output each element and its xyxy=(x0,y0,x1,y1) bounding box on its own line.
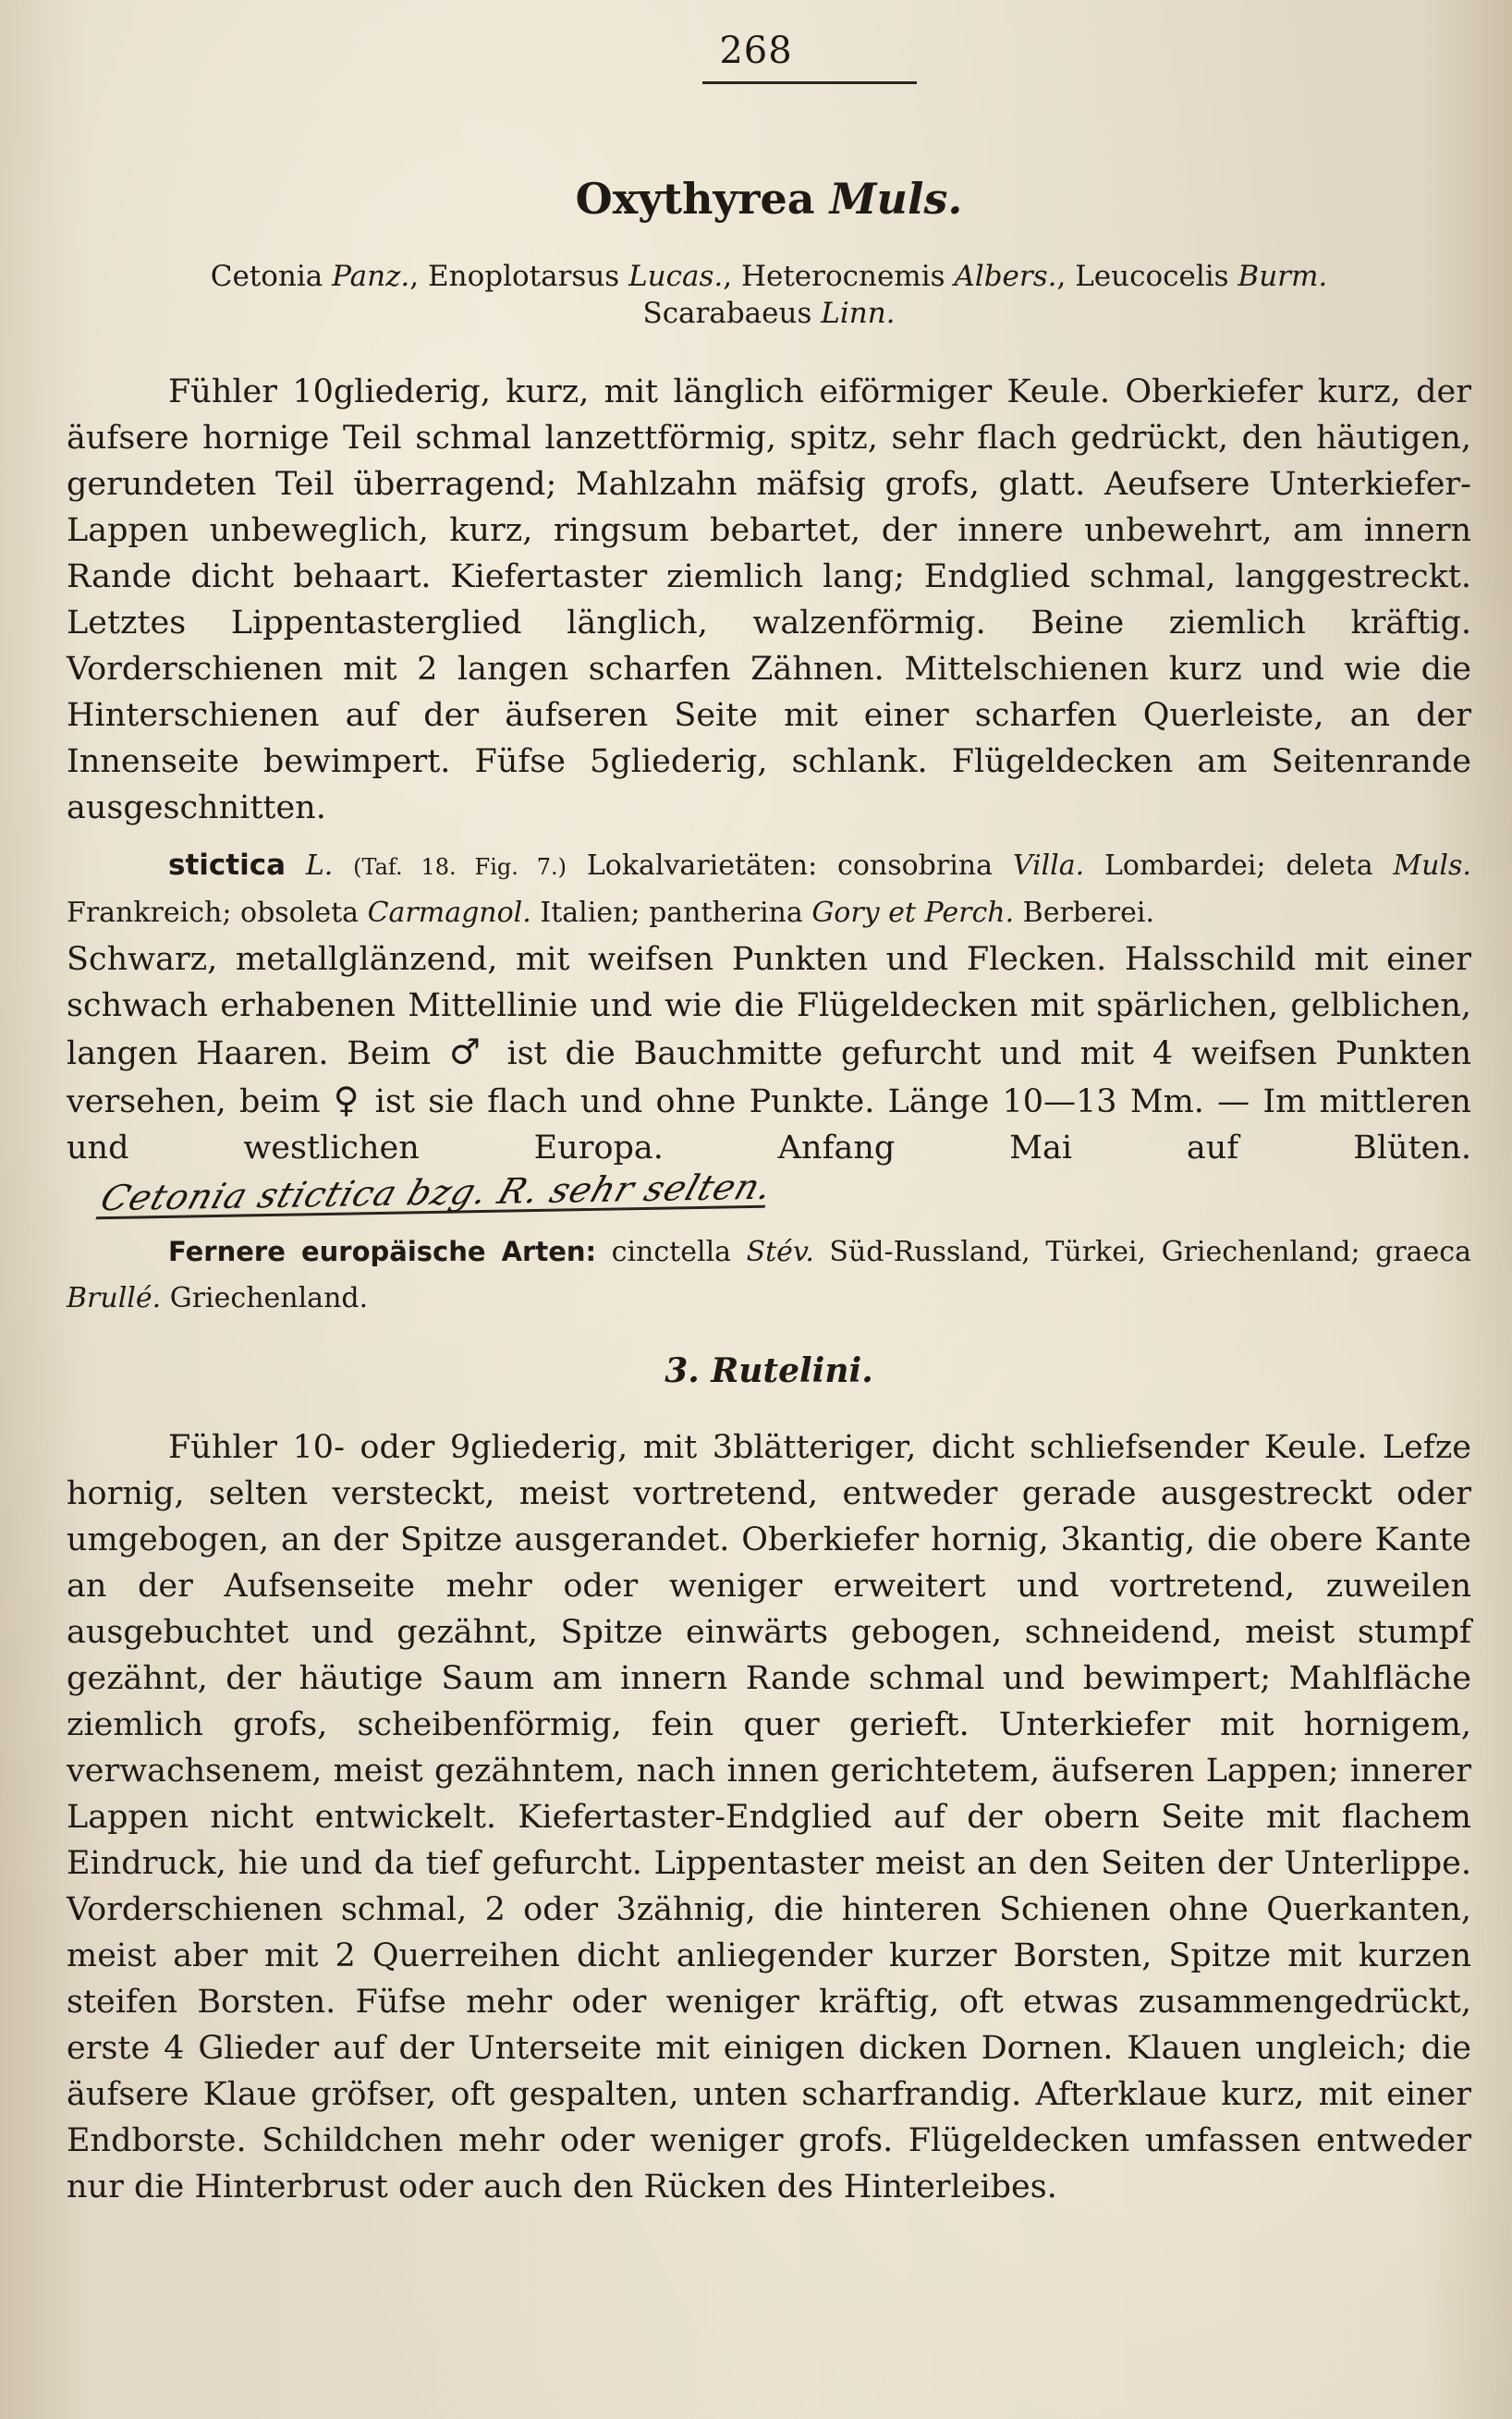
variety-name: obsoleta xyxy=(240,896,360,929)
genus-title xyxy=(67,176,1471,223)
variety-region: Lombardei; xyxy=(1104,849,1266,882)
page-number: 268 xyxy=(719,30,793,72)
further-species-regions: Griechenland. xyxy=(169,1281,369,1314)
further-species-author: Brullé. xyxy=(67,1281,162,1314)
genus-description: Fühler 10gliederig, kurz, mit länglich eiförmiger Keule. Oberkiefer kurz, der äufsere hornige Teil schmal lanzettförmig, spitz, sehr flach gedrückt, den häutigen, gerundeten Teil überragend; Mahlzahn mäfsig grofs, glatt. Aeufsere Unterkiefer-Lappen unbeweglich, kurz, ringsum bebartet, der innere unbewehrt, am innern Rande dicht behaart. Kiefertaster ziemlich lang; Endglied schmal, langgestreckt. Letztes Lippentasterglied länglich, walzenförmig. Beine ziemlich kräftig. Vorderschienen mit 2 langen scharfen Zähnen. Mittelschienen kurz und wie die Hinterschienen auf der äufseren Seite mit einer scharfen Querleiste, an der Innenseite bewimpert. Füfse 5gliederig, schlank. Flügeldecken am Seitenrande ausgeschnitten. xyxy=(67,373,1471,826)
variety-name: consobrina xyxy=(837,849,994,882)
variety-region: Berberei. xyxy=(1022,896,1154,929)
synonym-genus: Cetonia xyxy=(210,259,323,293)
species-name: stictica xyxy=(168,848,287,882)
species-author: L. xyxy=(305,849,334,882)
synonym-author: Linn. xyxy=(821,296,896,330)
text-column xyxy=(67,176,1471,2210)
species-entry xyxy=(67,842,1471,1217)
species-header xyxy=(67,842,1471,936)
further-species-author: Stév. xyxy=(746,1235,814,1268)
further-species xyxy=(67,1228,1471,1322)
variety-author: Gory et Perch. xyxy=(811,896,1015,929)
variety-author: Villa. xyxy=(1012,849,1085,882)
plate-reference: (Taf. 18. Fig. 7.) xyxy=(353,853,567,880)
female-symbol: ♀ xyxy=(333,1079,362,1120)
species-description xyxy=(67,936,1471,1217)
tribe-description: Fühler 10- oder 9gliederig, mit 3blätteriger, dicht schliefsender Keule. Lefze hornig, selten versteckt, meist vortretend, entweder gerade ausgestreckt oder umgebogen, an der Spitze ausgerandet. Oberkiefer hornig, 3kantig, die obere Kante an der Aufsenseite mehr oder weniger erweitert und vortretend, zuweilen ausgebuchtet und gezähnt, Spitze einwärts gebogen, schneidend, meist stumpf gezähnt, der häutige Saum am innern Rande schmal und bewimpert; Mahlfläche ziemlich grofs, scheibenförmig, fein quer gerieft. Unterkiefer mit hornigem, verwachsenem, meist gezähntem, nach innen gerichtetem, äufseren Lappen; innerer Lappen nicht entwickelt. Kiefertaster-Endglied auf der obern Seite mit flachem Eindruck, hie und da tief gefurcht. Lippentaster meist an den Seiten der Unterlippe. Vorderschienen schmal, 2 oder 3zähnig, die hinteren Schienen ohne Querkanten, meist aber mit 2 Querreihen dicht anliegender kurzer Borsten, Spitze mit kurzen steifen Borsten. Füfse mehr oder weniger kräftig, oft etwas zusammengedrückt, erste 4 Glieder auf der Unterseite mit einigen dicken Dornen. Klauen ungleich; die äufsere Klaue gröfser, oft gespalten, unten scharfrandig. Afterklaue kurz, mit einer Endborste. Schildchen mehr oder weniger grofs. Flügeldecken umfassen entweder nur die Hinterbrust oder auch den Rücken des Hinterleibes. xyxy=(67,1428,1471,2205)
synonym-genus: Enoplotarsus xyxy=(427,259,620,293)
synonym-author: Burm. xyxy=(1238,259,1328,293)
variety-region: Italien; xyxy=(540,896,640,929)
species-description-part-2: ist die Bauchmitte gefurcht und mit 4 weifsen Punkten versehen, beim xyxy=(67,1034,1471,1120)
synonym-genus: Heterocnemis xyxy=(740,259,945,293)
synonym-author: Lucas. xyxy=(628,259,724,293)
tribe-title: 3. Rutelini. xyxy=(665,1350,873,1390)
species-description-part-3: ist sie flach und ohne Punkte. Länge 10—13 Mm. — Im mittleren und westlichen Europa. Anfang Mai auf Blüten. xyxy=(67,1082,1471,1167)
further-species-name: cinctella xyxy=(611,1235,732,1268)
further-species-regions: Süd-Russland, Türkei, Griechenland; xyxy=(829,1235,1360,1268)
synonym-author: Panz. xyxy=(332,259,410,293)
further-species-name: graeca xyxy=(1375,1235,1471,1268)
species-description-part-1: Schwarz, metallglänzend, mit weifsen Punkten und Flecken. Halsschild mit einer schwach erhabenen Mittellinie und wie die Flügeldecken mit spärlichen, gelblichen, langen Haaren. Beim xyxy=(67,940,1471,1072)
variety-author: Muls. xyxy=(1393,849,1471,882)
genus-author: Muls. xyxy=(829,174,963,224)
male-symbol: ♂ xyxy=(448,1031,489,1072)
synonym-genus: Leucocelis xyxy=(1075,259,1229,293)
synonym-genus: Scarabaeus xyxy=(642,296,812,330)
genus-name: Oxythyrea xyxy=(575,174,815,224)
variety-author: Carmagnol. xyxy=(367,896,531,929)
synonym-author: Albers. xyxy=(954,259,1057,293)
varieties-label: Lokalvarietäten: xyxy=(586,849,818,882)
variety-name: deleta xyxy=(1286,849,1373,882)
variety-name: pantherina xyxy=(649,896,803,929)
handwritten-annotation: Cetonia stictica bzg. R. sehr selten. xyxy=(95,1166,778,1218)
header-rule xyxy=(702,81,917,84)
further-species-label: Fernere europäische Arten: xyxy=(168,1235,597,1267)
variety-region: Frankreich; xyxy=(67,896,232,929)
synonym-list: Cetonia Panz., Enoplotarsus Lucas., Heterocnemis Albers., Leucocelis Burm. Scarabaeus Linn. xyxy=(210,259,1328,330)
